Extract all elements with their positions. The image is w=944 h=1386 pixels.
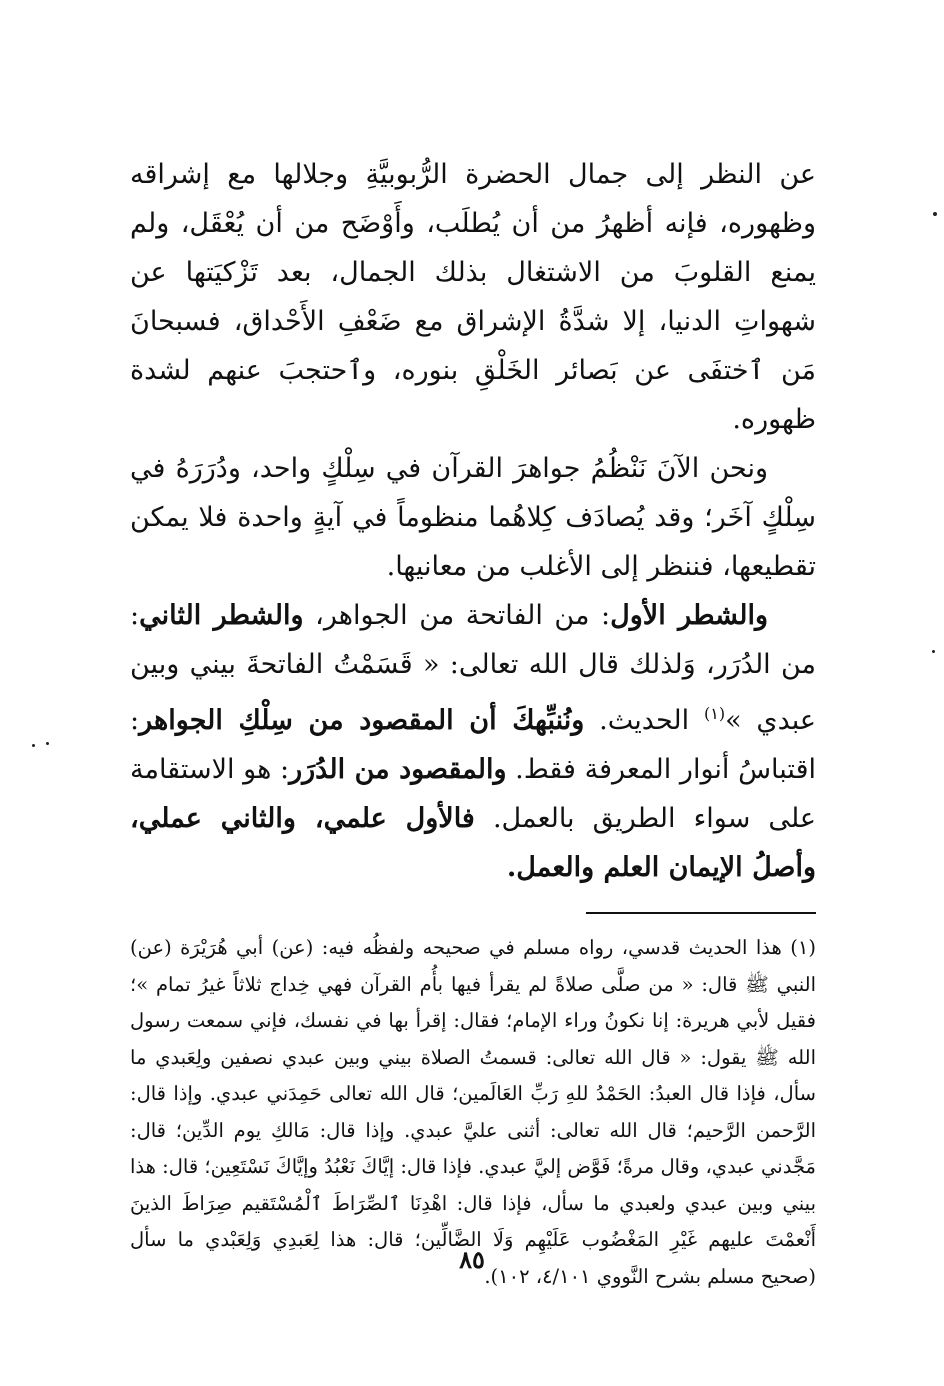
term-second-half: والشطر الثاني [139, 600, 304, 631]
paragraph-1: عن النظر إلى جمال الحضرة الرُّبوبيَّةِ وجلالها مع إشراقه وظهوره، فإنه أظهرُ من أن يُطلَب، وأَوْضَح من أن يُعْقَل، ولم يمنع القلوبَ من الاشتغال بذلك الجمال، بعد تَزْكيَتها عن شهواتِ الدنيا، إلا شدَّةُ الإشراق مع ضَعْفِ الأَحْداق، فسبحانَ مَن ٱختفَى عن بَصائر الخَلْقِ بنوره، وٱحتجبَ عنهم لشدة ظهوره. [130, 159, 816, 435]
footnote-separator [586, 912, 816, 914]
text-segment: : من الدُرَر، وَلذلك قال الله تعالى: « قَسَمْتُ الفاتحةَ بيني وبين عبدي » [130, 600, 816, 736]
scan-speck [32, 744, 35, 747]
scan-speck [932, 650, 935, 653]
paragraph-3 [130, 591, 816, 892]
text-segment: : من الفاتحة من الجواهر، [303, 600, 611, 631]
emphasis-pearls: والمقصود من الدُرَر [289, 754, 507, 785]
emphasis-jewels: ونُنبِّهكَ أن المقصود من سِلْكِ الجواهر [139, 705, 585, 736]
footnote [130, 930, 816, 1295]
main-text [130, 150, 816, 892]
footnote-text: (١) هذا الحديث قدسي، رواه مسلم في صحيحه ولفظُه فيه: (عن) أبي هُرَيْرَة (عن) النبي ﷺ قال: « من صلَّى صلاةً لم يقرأ فيها بأُم القرآن فهي خِداج ثلاثاً غيرُ تمام »؛ فقيل لأبي هريرة: إنا نكونُ وراء الإمام؛ فقال: إقرأ بها في نفسك، فإني سمعت رسول الله ﷺ يقول: « قال الله تعالى: قسمتُ الصلاة بيني وبين عبدي نصفين ولِعَبدي ما سأل، فإذا قال العبدُ: الحَمْدُ للهِ رَبِّ العَالَمين؛ قال الله تعالى حَمِدَني عبدي. وإذا قال: الرَّحمن الرَّحيم؛ قال الله تعالى: أثنى عليَّ عبدي. وإذا قال: مَالكِ يوم الدِّين؛ قال: مَجَّدني عبدي، وقال مرةً؛ فَوَّض إليَّ عبدي. فإذا قال: إيَّاكَ نَعْبُدُ وإيَّاكَ نَسْتَعِين؛ قال: هذا بيني وبين عبدي ولعبدي ما سأل، فإذا قال: اهْدِنَا ٱلصِّرَاطَ ٱلْمُسْتَقيم صِرَاطَ الذينَ أَنْعمْتَ عليهم غَيْرِ المَغْضُوب عَلَيْهِم وَلَا الضَّالِّين؛ قال: هذا لِعَبدِي وَلِعَبْدي ما سأل (صحيح مسلم بشرح النَّووي ٤/١٠١، ١٠٢). [130, 936, 816, 1288]
scan-speck [46, 742, 49, 745]
paragraph-2: ونحن الآنَ نَنْظُمُ جواهرَ القرآن في سِلْكٍ واحد، ودُرَرَهُ في سِلْكٍ آخَر؛ وقد يُصادَف كِلاهُما منظوماً في آيةٍ واحدة فلا يمكن تقطيعها، فننظر إلى الأغلب من معانيها. [130, 453, 816, 582]
scan-speck [933, 212, 937, 216]
page-content [130, 150, 816, 1295]
text-segment: : هو الاستقامة على سواء الطريق بالعمل. [130, 754, 816, 834]
footnote-ref: (١) [703, 704, 726, 723]
page-number: ٨٥ [459, 1245, 485, 1274]
emphasis-conclusion: فالأول علمي، والثاني عملي، وأصلُ الإيمان العلم والعمل. [130, 803, 816, 883]
term-first-half: والشطر الأول [610, 600, 769, 631]
text-segment: : اقتباسُ أنوار المعرفة فقط. [130, 705, 816, 785]
text-segment: الحديث. [584, 705, 704, 736]
